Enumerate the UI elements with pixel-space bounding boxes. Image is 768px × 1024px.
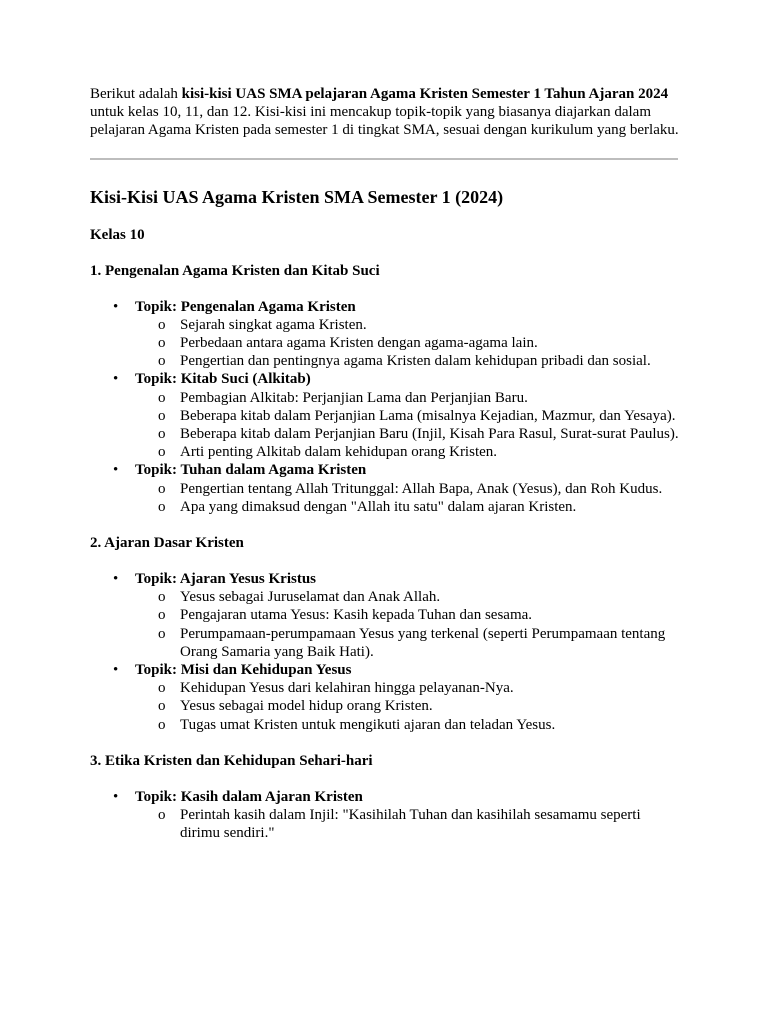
intro-paragraph [90,85,680,140]
point-text: Beberapa kitab dalam Perjanjian Lama (misalnya Kejadian, Mazmur, dan Yesaya). [180,407,676,424]
point-text: Pengertian dan pentingnya agama Kristen dalam kehidupan pribadi dan sosial. [180,353,651,370]
point-text: Perbedaan antara agama Kristen dengan agama-agama lain. [180,335,538,352]
bullet-dot-icon: • [113,662,119,679]
bullet-circle-icon: o [158,407,166,424]
bullet-circle-icon: o [158,807,166,824]
topic-list [90,570,678,734]
bullet-dot-icon: • [113,788,119,805]
point-list [135,679,678,734]
bullet-circle-icon: o [158,589,166,606]
point-text: Sejarah singkat agama Kristen. [180,316,367,333]
bullet-dot-icon: • [113,462,119,479]
bullet-circle-icon: o [158,607,166,624]
point-text: Pembagian Alkitab: Perjanjian Lama dan Perjanjian Baru. [180,389,528,406]
section-heading: 1. Pengenalan Agama Kristen dan Kitab Suci [90,262,380,279]
point-list [135,389,678,462]
topic-item [90,370,678,461]
point-item [135,443,680,461]
bullet-circle-icon: o [158,316,166,333]
point-text: Tugas umat Kristen untuk mengikuti ajaran dan teladan Yesus. [180,716,556,733]
sections-container [90,262,678,843]
point-item [135,425,680,443]
topic-label: Topik: Misi dan Kehidupan Yesus [135,662,352,679]
point-item [135,588,680,606]
intro-lead: Berikut adalah [90,86,182,102]
intro-rest: untuk kelas 10, 11, dan 12. Kisi-kisi ini mencakup topik-topik yang biasanya diajarkan dalam pelajaran Agama Kristen pada semester 1 di tingkat SMA, sesuai dengan kurikulum yang berlaku. [90,104,679,139]
point-item [135,679,680,697]
intro-bold: kisi-kisi UAS SMA pelajaran Agama Kristen Semester 1 Tahun Ajaran 2024 [181,86,669,102]
point-text: Arti penting Alkitab dalam kehidupan orang Kristen. [180,444,498,461]
document-title: Kisi-Kisi UAS Agama Kristen SMA Semester 1 (2024) [90,186,504,207]
bullet-circle-icon: o [158,680,166,697]
bullet-circle-icon: o [158,444,166,461]
bullet-circle-icon: o [158,498,166,515]
horizontal-divider [90,158,678,160]
topic-label: Topik: Kasih dalam Ajaran Kristen [135,788,363,805]
bullet-circle-icon: o [158,426,166,443]
point-text: Perumpamaan-perumpamaan Yesus yang terkenal (seperti Perumpamaan tentang Orang Samaria yang Baik Hati). [180,625,666,660]
point-list [135,316,678,371]
topic-label: Topik: Pengenalan Agama Kristen [135,298,356,315]
bullet-dot-icon: • [113,298,119,315]
bullet-dot-icon: • [113,571,119,588]
section-heading: 2. Ajaran Dasar Kristen [90,535,244,552]
topic-list [90,298,678,516]
point-list [135,480,678,516]
point-text: Beberapa kitab dalam Perjanjian Baru (Injil, Kisah Para Rasul, Surat-surat Paulus). [180,426,679,443]
point-text: Yesus sebagai model hidup orang Kristen. [180,698,433,715]
bullet-dot-icon: • [113,371,119,388]
bullet-circle-icon: o [158,480,166,497]
point-item [135,407,680,425]
point-item [135,389,680,407]
point-text: Apa yang dimaksud dengan "Allah itu satu" dalam ajaran Kristen. [180,498,577,515]
point-list [135,588,678,661]
point-item [135,334,680,352]
topic-item [90,298,678,371]
point-list [135,806,678,842]
point-text: Pengertian tentang Allah Tritunggal: Allah Bapa, Anak (Yesus), dan Roh Kudus. [180,480,663,497]
topic-label: Topik: Tuhan dalam Agama Kristen [135,462,367,479]
point-item [135,606,680,624]
point-item [135,716,680,734]
bullet-circle-icon: o [158,389,166,406]
point-item [135,352,680,370]
point-text: Kehidupan Yesus dari kelahiran hingga pelayanan-Nya. [180,680,514,697]
bullet-circle-icon: o [158,353,166,370]
topic-list [90,788,678,843]
bullet-circle-icon: o [158,335,166,352]
section-heading: 3. Etika Kristen dan Kehidupan Sehari-hari [90,752,373,769]
topic-item [90,461,678,516]
point-text: Perintah kasih dalam Injil: "Kasihilah Tuhan dan kasihilah sesamamu seperti dirimu sendiri." [180,807,641,842]
topic-item [90,570,678,661]
point-item [135,498,680,516]
point-item [135,316,680,334]
topic-item [90,788,678,843]
point-item [135,697,680,715]
point-text: Yesus sebagai Juruselamat dan Anak Allah. [180,589,441,606]
point-text: Pengajaran utama Yesus: Kasih kepada Tuhan dan sesama. [180,607,533,624]
topic-label: Topik: Ajaran Yesus Kristus [135,571,317,588]
bullet-circle-icon: o [158,716,166,733]
bullet-circle-icon: o [158,625,166,642]
topic-item [90,661,678,734]
topic-label: Topik: Kitab Suci (Alkitab) [135,371,311,388]
point-item [135,625,680,661]
point-item [135,480,680,498]
point-item [135,806,680,842]
bullet-circle-icon: o [158,698,166,715]
class-heading: Kelas 10 [90,226,145,243]
